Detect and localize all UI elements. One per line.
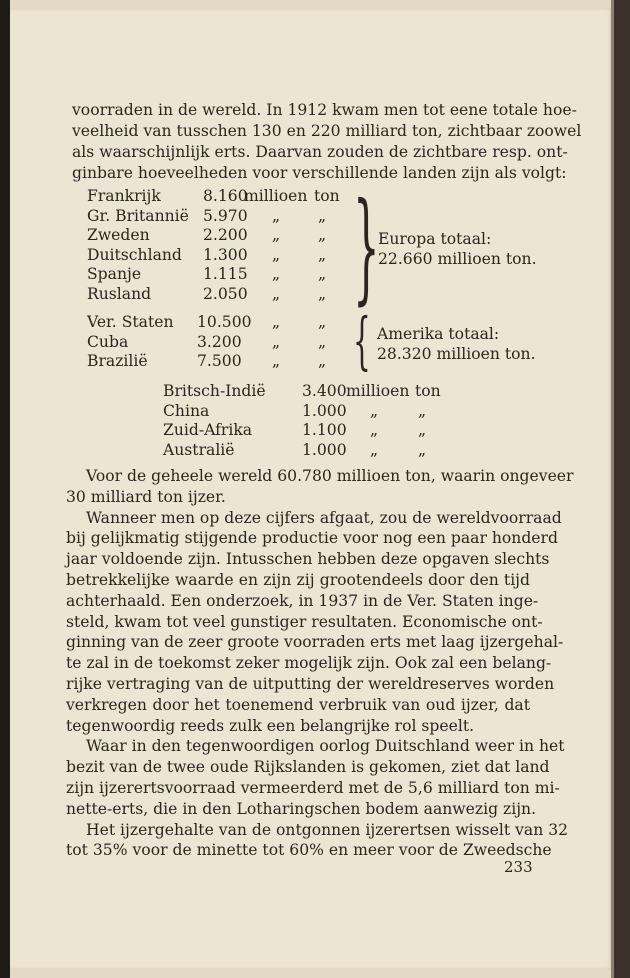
table-cell-amount: 1.000 (302, 440, 347, 459)
table-cell-amount: 10.500 (197, 313, 252, 331)
table-cell-unit: millioen (346, 382, 410, 400)
table-cell-country: Duitschland (87, 245, 182, 264)
table-cell-country: Rusland (87, 285, 152, 303)
body-line: zijn ijzerertsvoorraad vermeerderd met de 5,6 milliard ton mi- (66, 779, 560, 797)
table-cell-unit: „ (272, 332, 281, 351)
table-cell-unit: „ (370, 401, 379, 420)
book-spine-edge (0, 0, 10, 978)
table-cell-unit2: „ (318, 226, 327, 245)
table-cell-amount: 5.970 (203, 206, 248, 225)
page-number: 233 (504, 858, 533, 876)
body-line: bezit van de twee oude Rijkslanden is gekomen, ziet dat land (66, 758, 550, 777)
body-line: achterhaald. Een onderzoek, in 1937 in de Ver. Staten inge- (66, 591, 539, 610)
body-line: Het ijzergehalte van de ontgonnen ijzerertsen wisselt van 32 (86, 820, 569, 839)
table-cell-amount: 3.200 (197, 332, 242, 351)
table-cell-amount: 7.500 (197, 352, 242, 371)
table-cell-unit2: „ (418, 401, 427, 420)
table-cell-country: Britsch-Indië (163, 382, 266, 400)
table-cell-country: Australië (163, 440, 235, 459)
america-brace: { (353, 304, 371, 377)
table-cell-amount: 8.160 (203, 187, 248, 205)
table-cell-unit2: „ (318, 265, 327, 284)
intro-line: ginbare hoeveelheden voor verschillende landen zijn als volgt: (72, 164, 567, 182)
table-cell-unit2: „ (318, 206, 327, 225)
table-cell-unit2: „ (318, 285, 327, 303)
europe-total-value: 22.660 millioen ton. (378, 250, 537, 268)
body-line: rijke vertraging van de uitputting der wereldreserves worden (66, 675, 555, 693)
intro-line: voorraden in de wereld. In 1912 kwam men tot eene totale hoe- (72, 101, 577, 119)
europe-total-label: Europa totaal: (378, 230, 492, 248)
body-line: ginning van de zeer groote voorraden erts met laag ijzergehal- (66, 633, 564, 652)
table-cell-unit: „ (272, 265, 281, 284)
table-cell-unit: millioen (244, 187, 308, 205)
table-cell-unit: „ (370, 421, 379, 440)
table-cell-unit2: „ (318, 313, 327, 331)
table-cell-unit2: ton (314, 187, 340, 205)
table-cell-amount: 1.100 (302, 421, 347, 440)
table-cell-unit2: ton (415, 382, 441, 400)
body-line: 30 milliard ton ijzer. (66, 487, 226, 506)
table-cell-country: Zweden (87, 226, 150, 245)
table-cell-amount: 2.050 (203, 285, 248, 303)
table-cell-country: Gr. Britannië (87, 206, 189, 225)
table-cell-amount: 1.115 (203, 265, 248, 284)
body-line: bij gelijkmatig stijgende productie voor nog een paar honderd (66, 529, 558, 548)
table-cell-unit2: „ (418, 421, 427, 440)
table-cell-unit2: „ (318, 332, 327, 351)
table-cell-unit: „ (272, 352, 281, 371)
table-cell-unit: „ (370, 440, 379, 459)
table-cell-unit: „ (272, 285, 281, 303)
book-right-edge (614, 0, 630, 978)
table-cell-country: China (163, 401, 210, 420)
america-total-label: Amerika totaal: (377, 325, 500, 343)
table-cell-unit: „ (272, 226, 281, 245)
america-total-value: 28.320 millioen ton. (377, 345, 536, 363)
body-line: Waar in den tegenwoordigen oorlog Duitschland weer in het (86, 737, 565, 756)
table-cell-country: Frankrijk (87, 187, 161, 205)
body-line: nette-erts, die in den Lotharingschen bodem aanwezig zijn. (66, 799, 537, 818)
table-cell-country: Spanje (87, 265, 142, 284)
body-line: tegenwoordig reeds zulk een belangrijke rol speelt. (66, 716, 475, 735)
body-line: jaar voldoende zijn. Intusschen hebben deze opgaven slechts (66, 550, 550, 569)
body-line: Wanneer men op deze cijfers afgaat, zou de wereldvoorraad (86, 508, 562, 527)
table-cell-unit: „ (272, 206, 281, 225)
body-line: betrekkelijke waarde en zijn zij grootendeels door den tijd (66, 571, 530, 589)
table-cell-amount: 1.000 (302, 401, 347, 420)
body-line: steld, kwam tot veel gunstiger resultaten. Economische ont- (66, 612, 543, 631)
table-cell-amount: 1.300 (203, 245, 248, 264)
table-cell-country: Cuba (87, 332, 129, 351)
europe-brace: } (353, 178, 380, 317)
body-line: verkregen door het toenemend verbruik van oud ijzer, dat (66, 695, 530, 714)
body-line: tot 35% voor de minette tot 60% en meer voor de Zweedsche (66, 841, 552, 860)
table-cell-country: Brazilië (87, 352, 148, 371)
table-cell-country: Zuid-Afrika (163, 421, 253, 440)
table-cell-unit2: „ (418, 440, 427, 459)
table-cell-unit2: „ (318, 245, 327, 264)
table-cell-amount: 3.400 (302, 382, 347, 400)
table-cell-unit2: „ (318, 352, 327, 371)
intro-line: als waarschijnlijk erts. Daarvan zouden de zichtbare resp. ont- (72, 143, 568, 161)
intro-line: veelheid van tusschen 130 en 220 milliard ton, zichtbaar zoowel (72, 122, 582, 140)
body-line: Voor de geheele wereld 60.780 millioen ton, waarin ongeveer (86, 467, 574, 485)
body-line: te zal in de toekomst zeker mogelijk zijn. Ook zal een belang- (66, 654, 552, 673)
table-cell-amount: 2.200 (203, 226, 248, 245)
table-cell-unit: „ (272, 313, 281, 331)
table-cell-country: Ver. Staten (87, 313, 174, 331)
table-cell-unit: „ (272, 245, 281, 264)
